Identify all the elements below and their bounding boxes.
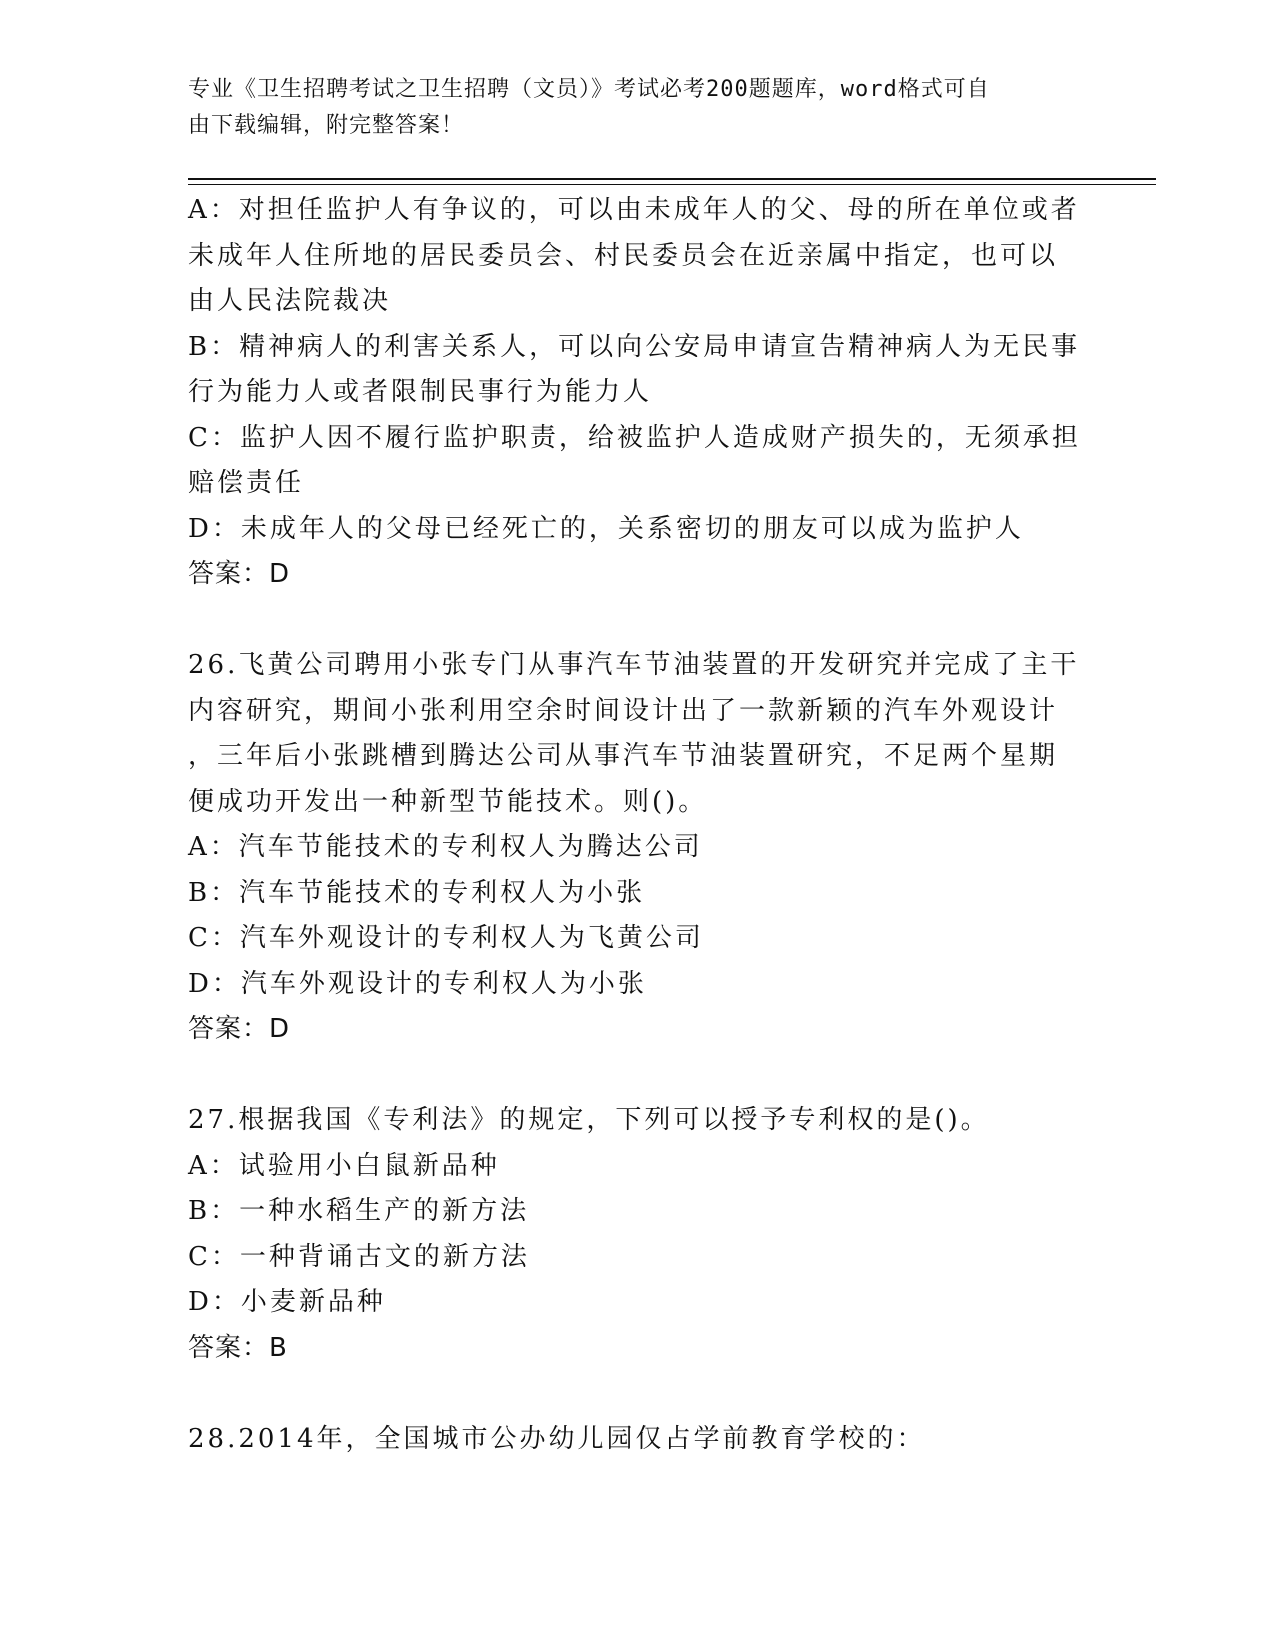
spacer xyxy=(188,598,1088,644)
question-27 xyxy=(188,1098,1088,1371)
option-c: C：汽车外观设计的专利权人为飞黄公司 xyxy=(188,923,704,953)
option-c-line-2: 赔偿责任 xyxy=(188,468,305,498)
option-c: C：一种背诵古文的新方法 xyxy=(188,1241,530,1272)
option-c-line-1: C：监护人因不履行监护职责，给被监护人造成财产损失的，无须承担 xyxy=(188,422,1081,453)
question-stem-line-3: ，三年后小张跳槽到腾达公司从事汽车节油装置研究，不足两个星期 xyxy=(188,741,1059,771)
answer: 答案：D xyxy=(188,1014,291,1044)
question-stem: 28.2014年，全国城市公办幼儿园仅占学前教育学校的： xyxy=(188,1423,926,1454)
option-d: D：小麦新品种 xyxy=(188,1287,386,1317)
option-a-line-1: A：对担任监护人有争议的，可以由未成年人的父、母的所在单位或者 xyxy=(188,195,1080,225)
option-a-line-3: 由人民法院裁决 xyxy=(188,286,392,316)
option-b: B：汽车节能技术的专利权人为小张 xyxy=(188,877,646,908)
header-line-2: 由下载编辑，附完整答案！ xyxy=(188,113,465,138)
option-b-line-2: 行为能力人或者限制民事行为能力人 xyxy=(188,377,653,407)
question-26 xyxy=(188,643,1088,1053)
document-body xyxy=(188,188,1088,1462)
question-28 xyxy=(188,1417,1088,1463)
option-d: D：未成年人的父母已经死亡的，关系密切的朋友可以成为监护人 xyxy=(188,513,1024,544)
spacer xyxy=(188,1053,1088,1099)
answer: 答案：B xyxy=(188,1332,288,1363)
option-d: D：汽车外观设计的专利权人为小张 xyxy=(188,968,647,999)
question-stem-line-2: 内容研究，期间小张利用空余时间设计出了一款新颖的汽车外观设计 xyxy=(188,695,1059,726)
question-stem-line-1: 26.飞黄公司聘用小张专门从事汽车节油装置的开发研究并完成了主干 xyxy=(188,650,1080,680)
option-b-line-1: B：精神病人的利害关系人，可以向公安局申请宣告精神病人为无民事 xyxy=(188,331,1081,362)
question-25 xyxy=(188,188,1088,598)
option-a-line-2: 未成年人住所地的居民委员会、村民委员会在近亲属中指定，也可以 xyxy=(188,240,1059,271)
header-line-1: 专业《卫生招聘考试之卫生招聘（文员）》考试必考200题题库，word格式可自 xyxy=(188,77,990,102)
option-b: B：一种水稻生产的新方法 xyxy=(188,1196,530,1226)
header-divider-thin xyxy=(188,184,1156,185)
document-header xyxy=(188,72,1068,144)
question-stem-line-4: 便成功开发出一种新型节能技术。则()。 xyxy=(188,786,708,817)
spacer xyxy=(188,1371,1088,1417)
header-divider-thick xyxy=(188,178,1156,180)
option-a: A：汽车节能技术的专利权人为腾达公司 xyxy=(188,832,703,862)
answer: 答案：D xyxy=(188,559,291,589)
option-a: A：试验用小白鼠新品种 xyxy=(188,1150,500,1181)
question-stem: 27.根据我国《专利法》的规定，下列可以授予专利权的是()。 xyxy=(188,1105,990,1135)
